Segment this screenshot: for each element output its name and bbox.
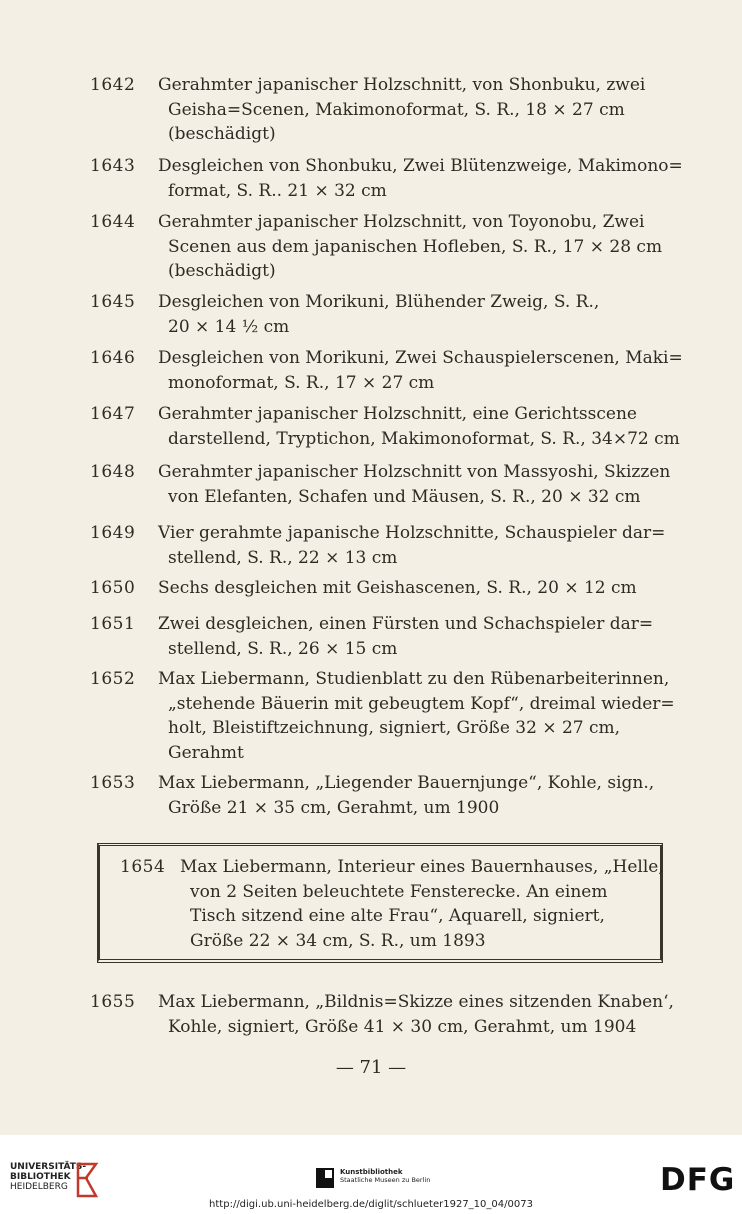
entry-line: Zwei desgleichen, einen Fürsten und Schachspieler dar= <box>158 614 654 634</box>
entry-line: darstellend, Tryptichon, Makimonoformat, S. R., 34×72 cm <box>168 428 680 449</box>
entry-number: 1652 <box>90 669 136 689</box>
entry-number: 1654 <box>120 857 166 877</box>
entry-line: Desgleichen von Morikuni, Blühender Zweig, S. R., <box>158 292 600 312</box>
entry-number: 1651 <box>90 614 136 634</box>
entry-number: 1644 <box>90 212 136 232</box>
entry-line: Tisch sitzend eine alte Frau“, Aquarell, signiert, <box>190 906 605 926</box>
catalog-entry <box>90 771 670 820</box>
catalog-entry <box>90 210 670 284</box>
library-name-line: UNIVERSITÄTS- <box>10 1162 87 1172</box>
library-name-line: HEIDELBERG <box>10 1182 68 1192</box>
entry-number: 1642 <box>90 75 136 95</box>
entry-line: Größe 21 × 35 cm, Gerahmt, um 1900 <box>168 797 500 818</box>
kunstbibliothek-icon <box>316 1168 334 1188</box>
entry-number: 1653 <box>90 773 136 793</box>
entry-line: Sechs desgleichen mit Geishascenen, S. R., 20 × 12 cm <box>158 578 637 598</box>
library-emblem-icon <box>74 1160 100 1200</box>
catalog-entry <box>90 576 670 601</box>
dfg-logo[interactable]: DFG <box>660 1162 736 1198</box>
entry-line: Gerahmter japanischer Holzschnitt, von Shonbuku, zwei <box>158 75 646 95</box>
catalog-entry <box>90 667 675 765</box>
entry-line: holt, Bleistiftzeichnung, signiert, Größe 32 × 27 cm, <box>168 718 621 738</box>
entry-line: von 2 Seiten beleuchtete Fensterecke. An einem <box>190 881 608 902</box>
entry-number: 1655 <box>90 992 136 1012</box>
entry-line: Geisha=Scenen, Makimonoformat, S. R., 18 × 27 cm <box>168 99 625 120</box>
entry-line: 20 × 14 ½ cm <box>168 316 290 337</box>
kunstbibliothek-name: Kunstbibliothek <box>340 1168 403 1176</box>
entry-line: Gerahmter japanischer Holzschnitt, von Toyonobu, Zwei <box>158 212 645 232</box>
source-url[interactable]: http://digi.ub.uni-heidelberg.de/diglit/schlueter1927_10_04/0073 <box>209 1199 533 1210</box>
entry-line: Kohle, signiert, Größe 41 × 30 cm, Gerahmt, um 1904 <box>168 1016 637 1037</box>
entry-line: Desgleichen von Morikuni, Zwei Schauspielerscenen, Maki= <box>158 348 683 368</box>
entry-line: Scenen aus dem japanischen Hofleben, S. R., 17 × 28 cm <box>168 236 663 257</box>
entry-line: stellend, S. R., 26 × 15 cm <box>168 638 398 659</box>
catalog-entry <box>90 990 674 1039</box>
catalog-entry <box>90 612 670 661</box>
entry-line: Gerahmter japanischer Holzschnitt von Massyoshi, Skizzen <box>158 462 671 482</box>
entry-line: Max Liebermann, Studienblatt zu den Rübenarbeiterinnen, <box>158 669 670 689</box>
entry-line: Vier gerahmte japanische Holzschnitte, Schauspieler dar= <box>158 523 666 543</box>
catalog-entry <box>90 460 670 509</box>
entry-line: Desgleichen von Shonbuku, Zwei Blütenzweige, Makimono= <box>158 156 683 176</box>
boxed-catalog-entry <box>120 855 664 953</box>
entry-line: Max Liebermann, Interieur eines Bauernhauses, „Helle, <box>180 857 664 877</box>
page-number: — 71 — <box>335 1057 407 1078</box>
entry-line: Gerahmt <box>168 742 244 763</box>
entry-number: 1648 <box>90 462 136 482</box>
kunstbibliothek-logo[interactable] <box>316 1168 430 1188</box>
catalog-entry <box>90 346 683 395</box>
entry-line: monoformat, S. R., 17 × 27 cm <box>168 372 435 393</box>
entry-line: Max Liebermann, „Liegender Bauernjunge“, Kohle, sign., <box>158 773 655 793</box>
catalog-entry <box>90 521 670 570</box>
kunstbibliothek-subtitle: Staatliche Museen zu Berlin <box>340 1176 431 1184</box>
catalog-entry <box>90 154 683 203</box>
entry-number: 1647 <box>90 404 136 424</box>
entry-line: Max Liebermann, „Bildnis=Skizze eines sitzenden Knaben‘, <box>158 992 674 1012</box>
entry-number: 1646 <box>90 348 136 368</box>
entry-number: 1643 <box>90 156 136 176</box>
entry-number: 1649 <box>90 523 136 543</box>
entry-number: 1645 <box>90 292 136 312</box>
entry-number: 1650 <box>90 578 136 598</box>
catalog-entry <box>90 73 670 147</box>
library-name-line: BIBLIOTHEK <box>10 1172 71 1182</box>
entry-line: Gerahmter japanischer Holzschnitt, eine Gerichtsscene <box>158 404 637 424</box>
entry-line: (beschädigt) <box>168 261 276 281</box>
entry-line: format, S. R.. 21 × 32 cm <box>168 180 387 201</box>
entry-line: von Elefanten, Schafen und Mäusen, S. R., 20 × 32 cm <box>168 486 641 507</box>
catalog-entry <box>90 402 680 451</box>
entry-line: „stehende Bäuerin mit gebeugtem Kopf“, dreimal wieder= <box>168 693 675 714</box>
catalog-entry <box>90 290 670 339</box>
entry-line: stellend, S. R., 22 × 13 cm <box>168 547 398 568</box>
entry-line: (beschädigt) <box>168 124 276 144</box>
entry-line: Größe 22 × 34 cm, S. R., um 1893 <box>190 930 486 951</box>
